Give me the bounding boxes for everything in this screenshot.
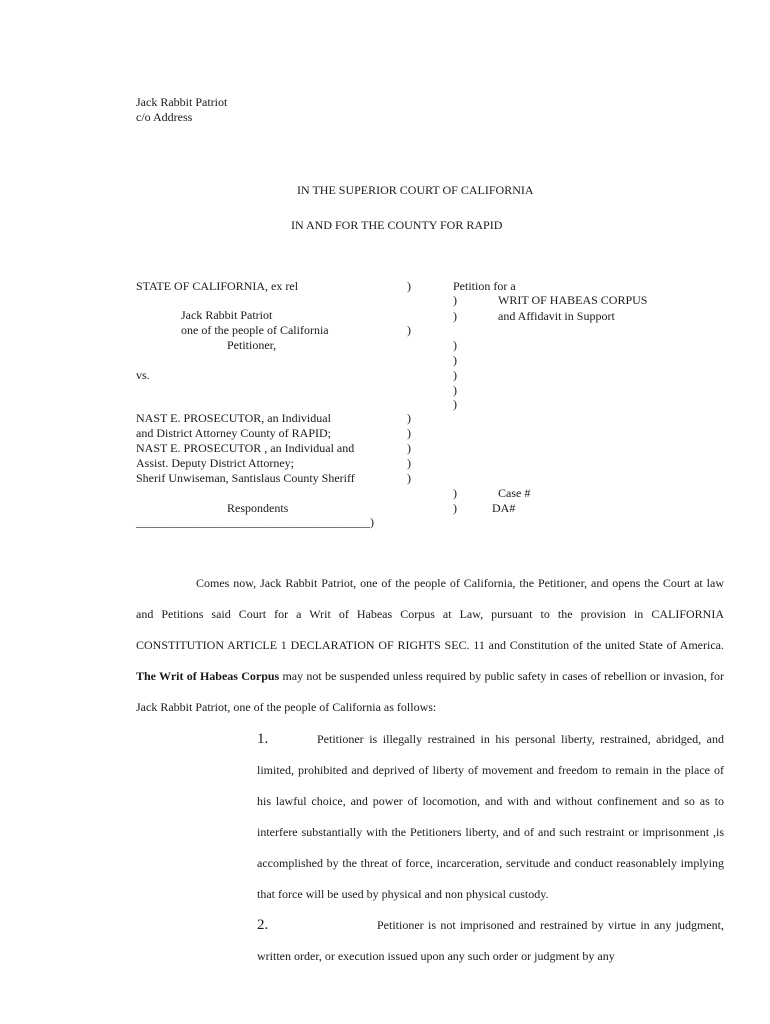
caption-petitioner-desc: one of the people of California	[181, 323, 329, 337]
caption-paren: )	[453, 338, 457, 352]
caption-respondents-label: Respondents	[227, 501, 289, 515]
petition-title-line: WRIT OF HABEAS CORPUS	[498, 293, 648, 307]
item-number: 2.	[257, 917, 269, 933]
caption-respondent-line: and District Attorney County of RAPID;	[136, 426, 331, 440]
case-number-label: Case #	[498, 486, 531, 500]
caption-petitioner-role: Petitioner,	[227, 338, 277, 352]
intro-text-cont: may not be suspended unless required by public safety in cases of rebellion or invasion, for Jack Rabbit Patriot, one of the people of California as follows:	[136, 669, 724, 714]
caption-state: STATE OF CALIFORNIA, ex rel	[136, 279, 299, 293]
intro-bold-text: The Writ of Habeas Corpus	[136, 669, 280, 683]
da-number-label: DA#	[492, 501, 516, 515]
caption-paren: )	[407, 411, 411, 425]
caption-respondent-line: Assist. Deputy District Attorney;	[136, 456, 294, 470]
caption-paren: )	[453, 501, 457, 515]
caption-paren: )	[453, 368, 457, 382]
caption-paren: )	[453, 486, 457, 500]
caption-paren: )	[407, 279, 411, 293]
court-title: IN THE SUPERIOR COURT OF CALIFORNIA	[297, 183, 534, 197]
item-number: 1.	[257, 731, 269, 747]
item-text: Petitioner is not imprisoned and restrained by virtue in any judgment, written order, or execution issued upon any such order or judgment by any	[257, 918, 724, 963]
caption-paren: )	[453, 383, 457, 397]
filer-name: Jack Rabbit Patriot	[136, 95, 228, 109]
caption-paren: )	[453, 309, 457, 323]
caption-vs: vs.	[136, 368, 150, 382]
caption-paren: )	[407, 426, 411, 440]
caption-paren: )	[407, 441, 411, 455]
intro-paragraph	[136, 568, 724, 723]
item-text: Petitioner is illegally restrained in his personal liberty, restrained, abridged, and limited, prohibited and deprived of liberty of movement and freedom to remain in the place of his lawful choice, and power of locomotion, and with and without confinement and so as to interfere substantially with the Petitioners liberty, and of and such restraint or imprisonment ,is accomplished by the threat of force, incarceration, servitude and conduct reasonablely implying that force will be used by physical and non physical custody.	[257, 732, 724, 901]
petition-title-line: Petition for a	[453, 279, 516, 293]
petition-title-line: and Affidavit in Support	[498, 309, 615, 323]
caption-respondent-line: Sherif Unwiseman, Santislaus County Sheriff	[136, 471, 355, 485]
filer-address: c/o Address	[136, 110, 193, 124]
caption-paren: )	[453, 353, 457, 367]
court-county: IN AND FOR THE COUNTY FOR RAPID	[291, 218, 503, 232]
caption-respondent-line: NAST E. PROSECUTOR , an Individual and	[136, 441, 355, 455]
caption-paren: )	[453, 293, 457, 307]
numbered-paragraph-1	[257, 724, 724, 910]
intro-text: Comes now, Jack Rabbit Patriot, one of the people of California, the Petitioner, and opens the Court at law and Petitions said Court for a Writ of Habeas Corpus at Law, pursuant to the provision in CALIFORNIA CONSTITUTION ARTICLE 1 DECLARATION OF RIGHTS SEC. 11 and Constitution of the united State of America.	[136, 576, 724, 652]
caption-paren: )	[407, 323, 411, 337]
caption-respondent-line: NAST E. PROSECUTOR, an Individual	[136, 411, 331, 425]
caption-paren: )	[453, 397, 457, 411]
caption-paren: )	[407, 471, 411, 485]
caption-underline: _______________________________________)	[136, 515, 374, 529]
numbered-paragraph-2	[257, 910, 724, 972]
caption-paren: )	[407, 456, 411, 470]
caption-petitioner-name: Jack Rabbit Patriot	[181, 308, 273, 322]
